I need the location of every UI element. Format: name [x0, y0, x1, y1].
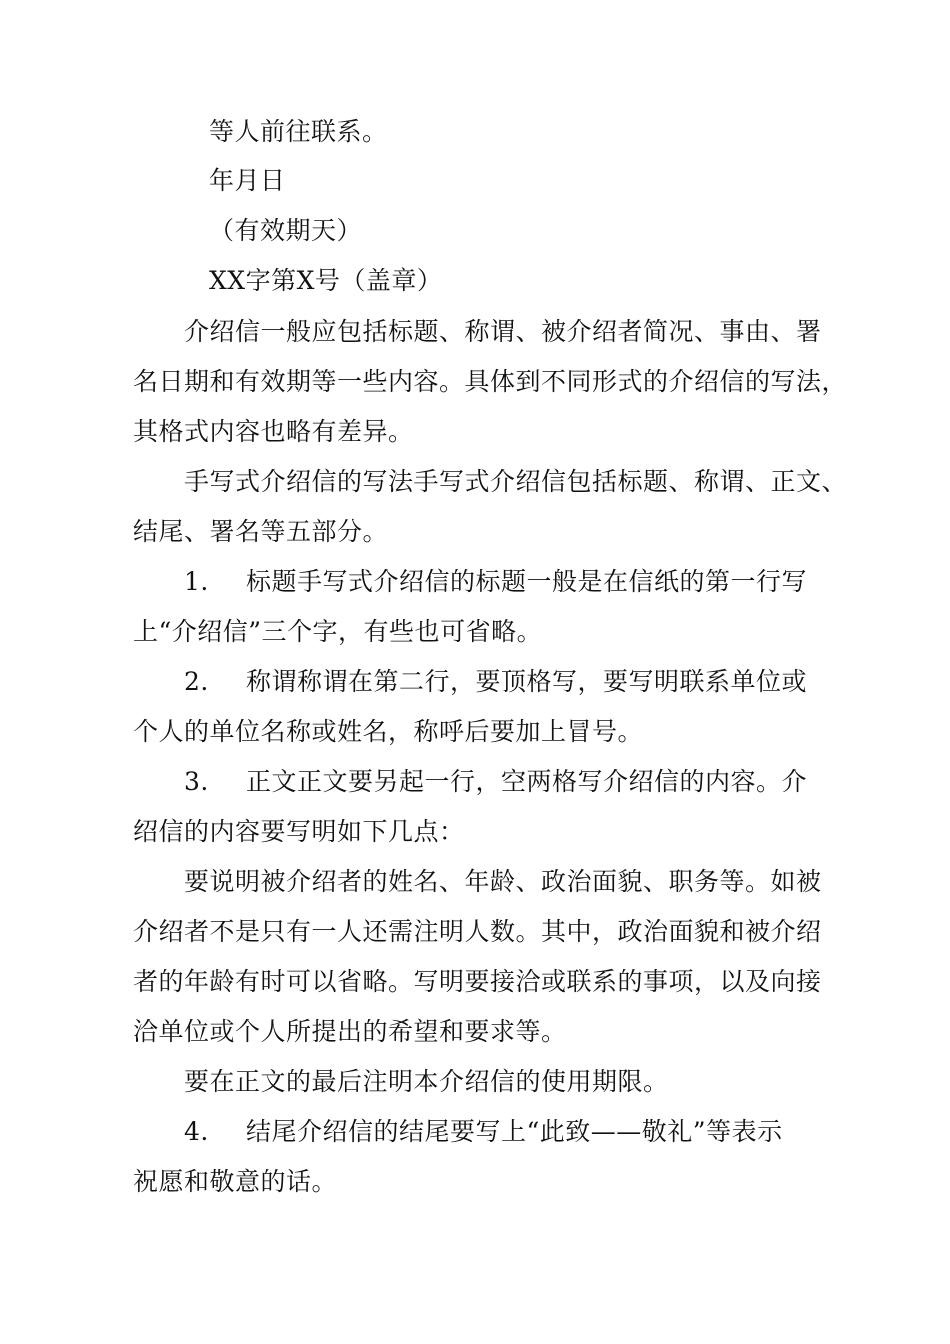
paragraph-line: 绍信的内容要写明如下几点：	[133, 817, 465, 846]
paragraph-line: 上“介绍信”三个字，有些也可省略。	[133, 617, 543, 646]
item-number: 3.	[184, 767, 209, 796]
validity-line: （有效期天）	[209, 216, 363, 245]
paragraph-line: 要在正文的最后注明本介绍信的使用期限。	[184, 1067, 669, 1096]
numbered-item-1	[184, 565, 807, 599]
item-text: 标题手写式介绍信的标题一般是在信纸的第一行写	[246, 567, 808, 596]
date-line: 年月日	[209, 166, 286, 195]
paragraph-line: 者的年龄有时可以省略。写明要接洽或联系的事项，以及向接	[133, 967, 822, 996]
item-number: 2.	[184, 667, 209, 696]
seal-line: XX字第X号（盖章）	[209, 266, 443, 295]
paragraph-line: 个人的单位名称或姓名，称呼后要加上冒号。	[133, 717, 644, 746]
paragraph-line: 祝愿和敬意的话。	[133, 1167, 338, 1196]
paragraph-line: 结尾、署名等五部分。	[133, 517, 389, 546]
item-text: 正文正文要另起一行，空两格写介绍信的内容。介	[246, 767, 808, 796]
item-text: 称谓称谓在第二行，要顶格写，要写明联系单位或	[246, 667, 808, 696]
paragraph-line: 洽单位或个人所提出的希望和要求等。	[133, 1017, 567, 1046]
text-line: 等人前往联系。	[209, 117, 388, 146]
item-text: 结尾介绍信的结尾要写上“此致——敬礼”等表示	[246, 1117, 783, 1146]
numbered-item-3	[184, 765, 807, 799]
item-number: 4.	[184, 1117, 209, 1146]
numbered-item-2	[184, 665, 807, 699]
item-number: 1.	[184, 567, 209, 596]
numbered-item-4	[184, 1115, 783, 1149]
paragraph-line: 要说明被介绍者的姓名、年龄、政治面貌、职务等。如被	[184, 867, 822, 896]
paragraph-line: 其格式内容也略有差异。	[133, 417, 414, 446]
paragraph-line: 介绍信一般应包括标题、称谓、被介绍者简况、事由、署	[184, 317, 822, 346]
paragraph-line: 手写式介绍信的写法手写式介绍信包括标题、称谓、正文、	[184, 467, 848, 496]
paragraph-line: 名日期和有效期等一些内容。具体到不同形式的介绍信的写法，	[133, 367, 848, 396]
paragraph-line: 介绍者不是只有一人还需注明人数。其中，政治面貌和被介绍	[133, 917, 822, 946]
